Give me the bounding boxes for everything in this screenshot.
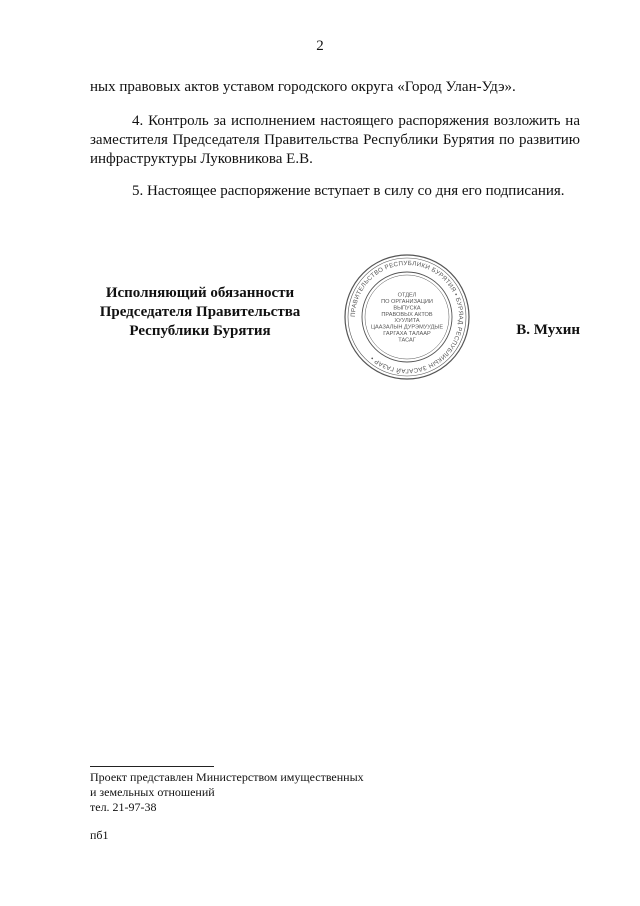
paragraph-continuation: ных правовых актов уставом городского округа «Город Улан-Удэ». [90, 79, 516, 95]
seal-inner-line: ХУУЛИТА [394, 318, 420, 325]
footnote-line: Проект представлен Министерством имущественных [90, 770, 364, 784]
footnote-line: тел. 21-97-38 [90, 800, 157, 814]
seal-inner-line: ГАРГАХА ТАЛААР [383, 331, 431, 337]
paragraph-item-5: 5. Настоящее распоряжение вступает в силу со дня его подписания. [132, 183, 565, 199]
document-code: пб1 [90, 828, 109, 842]
seal-inner-line: ЦААЗАЛЫН ДУРЭМУУДЫЕ [370, 324, 444, 331]
seal-inner-line: ВЫПУСКА [393, 305, 421, 312]
seal-inner-line: ОТДЕЛ [397, 292, 417, 299]
signer-name: В. Мухин [516, 322, 580, 338]
footnote-divider [90, 766, 214, 767]
seal-inner-line: ПРАВОВЫХ АКТОВ [381, 311, 433, 318]
signer-position-line: Республики Бурятия [129, 323, 271, 339]
footnote [90, 770, 430, 815]
svg-text:ПРАВИТЕЛЬСТВО РЕСПУБЛИКИ БУРЯТ: ПРАВИТЕЛЬСТВО РЕСПУБЛИКИ БУРЯТИЯ • БУРЯАД РЕСПУБЛИКЫН ЗАСАГАЙ ГАЗАР • [349, 259, 465, 375]
official-seal [343, 253, 471, 381]
page-number: 2 [316, 38, 324, 54]
seal-inner-line: ПО ОРГАНИЗАЦИИ [381, 299, 433, 305]
paragraph-item-4: 4. Контроль за исполнением настоящего распоряжения возложить на заместителя Председателя Правительства Республики Бурятия по развитию инфраструктуры Луковникова Е.В. [90, 113, 580, 167]
signer-position-line: Председателя Правительства [99, 304, 301, 320]
seal-inner-line: ТАСАГ [398, 337, 416, 344]
footnote-line: и земельных отношений [90, 785, 215, 799]
signer-position [90, 284, 310, 341]
signer-position-line: Исполняющий обязанности [105, 285, 295, 301]
